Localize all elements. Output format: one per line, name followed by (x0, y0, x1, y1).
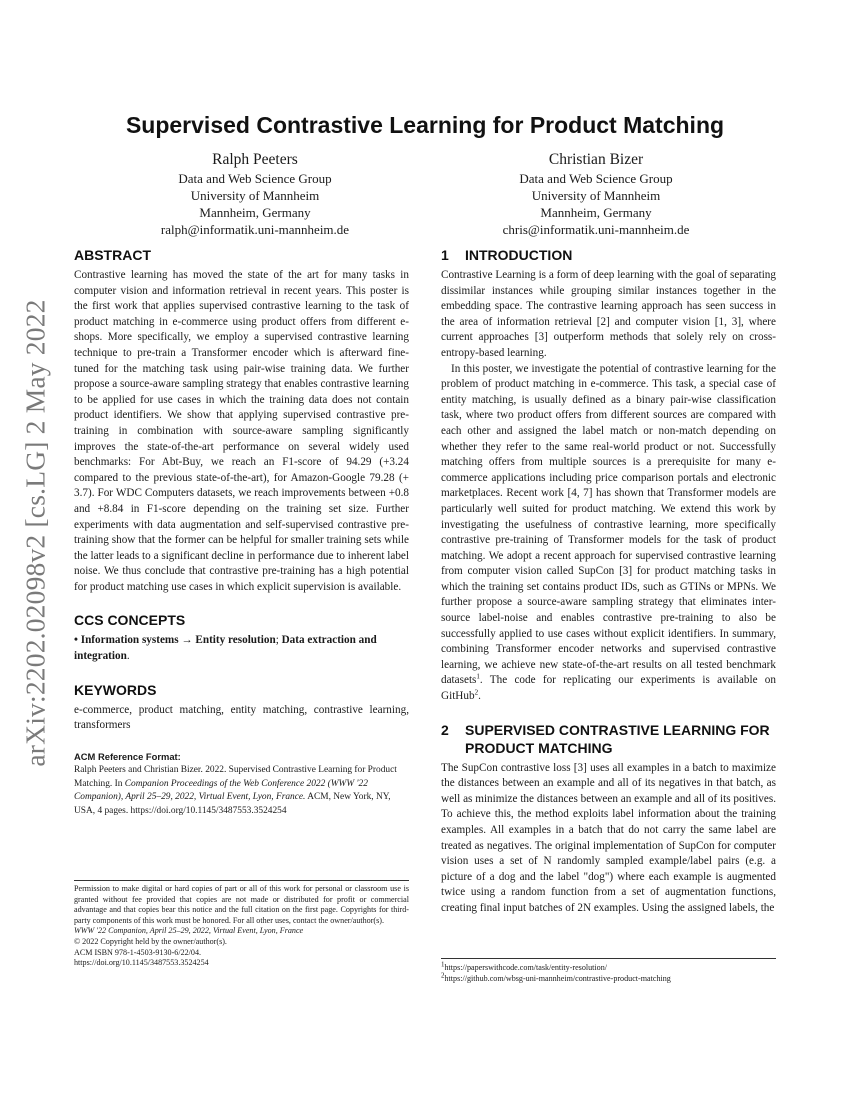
author-location: Mannheim, Germany (199, 205, 311, 220)
acm-reference-venue: Companion Proceedings of the Web Conference 2022 (WWW '22 Companion), April 25–29, 2022, Virtual Event, Lyon, France. (74, 778, 368, 803)
intro-number: 1 (441, 247, 449, 263)
left-column (74, 246, 409, 818)
permission-isbn: ACM ISBN 978-1-4503-9130-6/22/04. (74, 947, 202, 957)
author-university: University of Mannheim (531, 188, 661, 203)
footnote-1 (441, 962, 776, 973)
ccs-concepts (74, 633, 409, 664)
ccs-part1: Information systems → Entity resolution (80, 634, 276, 647)
permission-venue: WWW '22 Companion, April 25–29, 2022, Virtual Event, Lyon, France (74, 926, 304, 936)
arxiv-identifier (16, 290, 56, 775)
paper-title: Supervised Contrastive Learning for Product Matching (125, 112, 725, 138)
footnote-ref-1[interactable]: 1 (476, 672, 480, 681)
acm-reference-pre: Ralph Peeters and Christian Bizer. 2022. Supervised Contrastive Learning for Product Matching. In (74, 765, 397, 789)
acm-reference (74, 750, 409, 819)
section2-heading (441, 721, 776, 757)
intro-p2-main: In this poster, we investigate the potential of contrastive learning for the problem of product matching in e-commerce. This task, a special case of entity matching, is usually defined as a binary pair-wise classification task, where two product offers from different sources are compared with each other and assigned the label match or non-match depending on whether they refer to the same real-world product or not. Successfully matching offers from multiple sources is a prerequisite for many e-commerce applications including price comparison portals and electronic marketplaces. Recent work [4, 7] has shown that Transformer models are particularly well suited for product matching. We extend this work by investigating the usefulness of contrastive learning, more specifically contrastive pre-training of Transformer models for the task of product matching. We adopt a recent approach for supervised contrastive learning from computer vision called SupCon [3] for product matching tasks in which the training set contains product IDs, such as GTINs or MPNs. We further propose a source-aware sampling strategy that eliminates inter-source label-noise and enables contrastive pre-training to also be successfully applied to use cases without explicit identifiers. In summary, combining Transformer encoder networks and supervised contrastive learning, we achieve new state-of-the-art results on all tested benchmark datasets (441, 362, 776, 687)
author-name: Ralph Peeters (212, 151, 298, 168)
section2-title: SUPERVISED CONTRASTIVE LEARNING FOR PRODUCT MATCHING (465, 721, 770, 756)
permission-copyright: © 2022 Copyright held by the owner/author(s). (74, 936, 227, 946)
footnote-ref-2[interactable]: 2 (474, 688, 479, 697)
right-column (441, 246, 776, 917)
permission-text: Permission to make digital or hard copies of part or all of this work for personal or classroom use is granted without fee provided that copies are not made or distributed for profit or commercial advantage and that copies bear this notice and the full citation on the first page. Copyrights for third-party components of this work must be honored. For all other uses, contact the owner/author(s). (74, 884, 409, 925)
intro-heading (441, 246, 776, 264)
keywords-heading: KEYWORDS (74, 681, 157, 698)
ccs-sep: ; (275, 634, 282, 647)
author-block-2 (446, 150, 746, 238)
abstract-text: Contrastive learning has moved the state of the art for many tasks in computer vision and information retrieval in recent years. This poster is the first work that applies supervised contrastive learning to the task of product matching in e-commerce using product offers from different e-shops. More specifically, we employ a supervised contrastive learning technique to pre-train a Transformer encoder which is afterward fine-tuned for the matching task using pair-wise training data. We further propose a source-aware sampling strategy that enables contrastive learning to be applied for use cases in which the training data does not contain product identifiers. We show that applying supervised contrastive pre-training in combination with source-aware sampling significantly improves the state-of-the-art performance on several widely used benchmarks: For Abt-Buy, we reach an F1-score of 94.29 (+3.24 compared to the previous state-of-the-art), for Amazon-Google 79.28 (+ 3.7). For WDC Computers datasets, we reach improvements between +0.8 and +8.84 in F1-score depending on the training set size. Further experiments with data augmentation and self-supervised contrastive pre-training show that the former can be helpful for smaller training sets while the latter leads to a significant decline in performance due to inherent label noise. We thus conclude that contrastive pre-training has a high potential for product matching use cases in which explicit supervision is available. (74, 269, 409, 593)
footnote-url[interactable]: https://paperswithcode.com/task/entity-resolution/ (444, 963, 608, 972)
author-university: University of Mannheim (190, 188, 320, 203)
ccs-bullet: • (74, 634, 78, 647)
ccs-part2: Data extraction and integration (74, 634, 377, 663)
author-email: ralph@informatik.uni-mannheim.de (160, 222, 350, 237)
keywords-text: e-commerce, product matching, entity matching, contrastive learning, transformers (74, 703, 409, 732)
intro-p2-end: . (478, 690, 481, 703)
ccs-end: . (126, 650, 130, 663)
permission-block (74, 880, 409, 969)
author-location: Mannheim, Germany (540, 205, 652, 220)
author-group: Data and Web Science Group (178, 171, 332, 186)
arxiv-id-text: arXiv:2202.02098v2 [cs.LG] 2 May 2022 (20, 298, 52, 767)
ccs-heading: CCS CONCEPTS (74, 612, 186, 629)
permission-doi[interactable]: https://doi.org/10.1145/3487553.3524254 (74, 958, 209, 968)
section2-number: 2 (441, 721, 449, 738)
author-block-1 (105, 150, 405, 238)
acm-reference-post: ACM, New York, NY, USA, 4 pages. https://doi.org/10.1145/3487553.3524254 (74, 792, 391, 816)
footnote-url[interactable]: https://github.com/wbsg-uni-mannheim/contrastive-product-matching (444, 974, 671, 983)
footnote-mark: 1 (441, 960, 445, 969)
intro-paragraph-2 (441, 362, 776, 705)
author-group: Data and Web Science Group (519, 171, 673, 186)
section2-paragraph-1: The SupCon contrastive loss [3] uses all examples in a batch to maximize the distances between an example and all of its negatives in that batch, as well as minimize the distances between an example and all of its positives. To achieve this, the method exploits label information about the training examples. All examples in a batch that do not carry the same label are treated as negatives. The original implementation of SupCon for computer vision uses a set of N randomly sampled example/label pairs (e.g. a picture of a dog and the label "dog") where each example is augmented twice using a random function from a set of augmentation functions, creating final input batches of 2N examples. Using the assigned labels, the (441, 761, 776, 914)
footnote-2 (441, 973, 776, 984)
author-email: chris@informatik.uni-mannheim.de (502, 222, 690, 237)
footnote-mark: 2 (441, 971, 445, 980)
abstract-heading: ABSTRACT (74, 247, 151, 263)
intro-p2-mid: . The code for replicating our experiments is available on GitHub (441, 674, 776, 703)
acm-reference-label: ACM Reference Format: (74, 750, 181, 762)
footnotes (441, 958, 776, 984)
intro-title: INTRODUCTION (465, 247, 573, 263)
author-name: Christian Bizer (548, 151, 644, 168)
intro-paragraph-1: Contrastive Learning is a form of deep learning with the goal of separating dissimilar instances while grouping similar instances together in the embedding space. The contrastive learning approach has seen success in the area of information retrieval [2] and computer vision [1, 3], where current approaches [3] outperform methods that solely rely on cross-entropy-based learning. (441, 269, 776, 359)
